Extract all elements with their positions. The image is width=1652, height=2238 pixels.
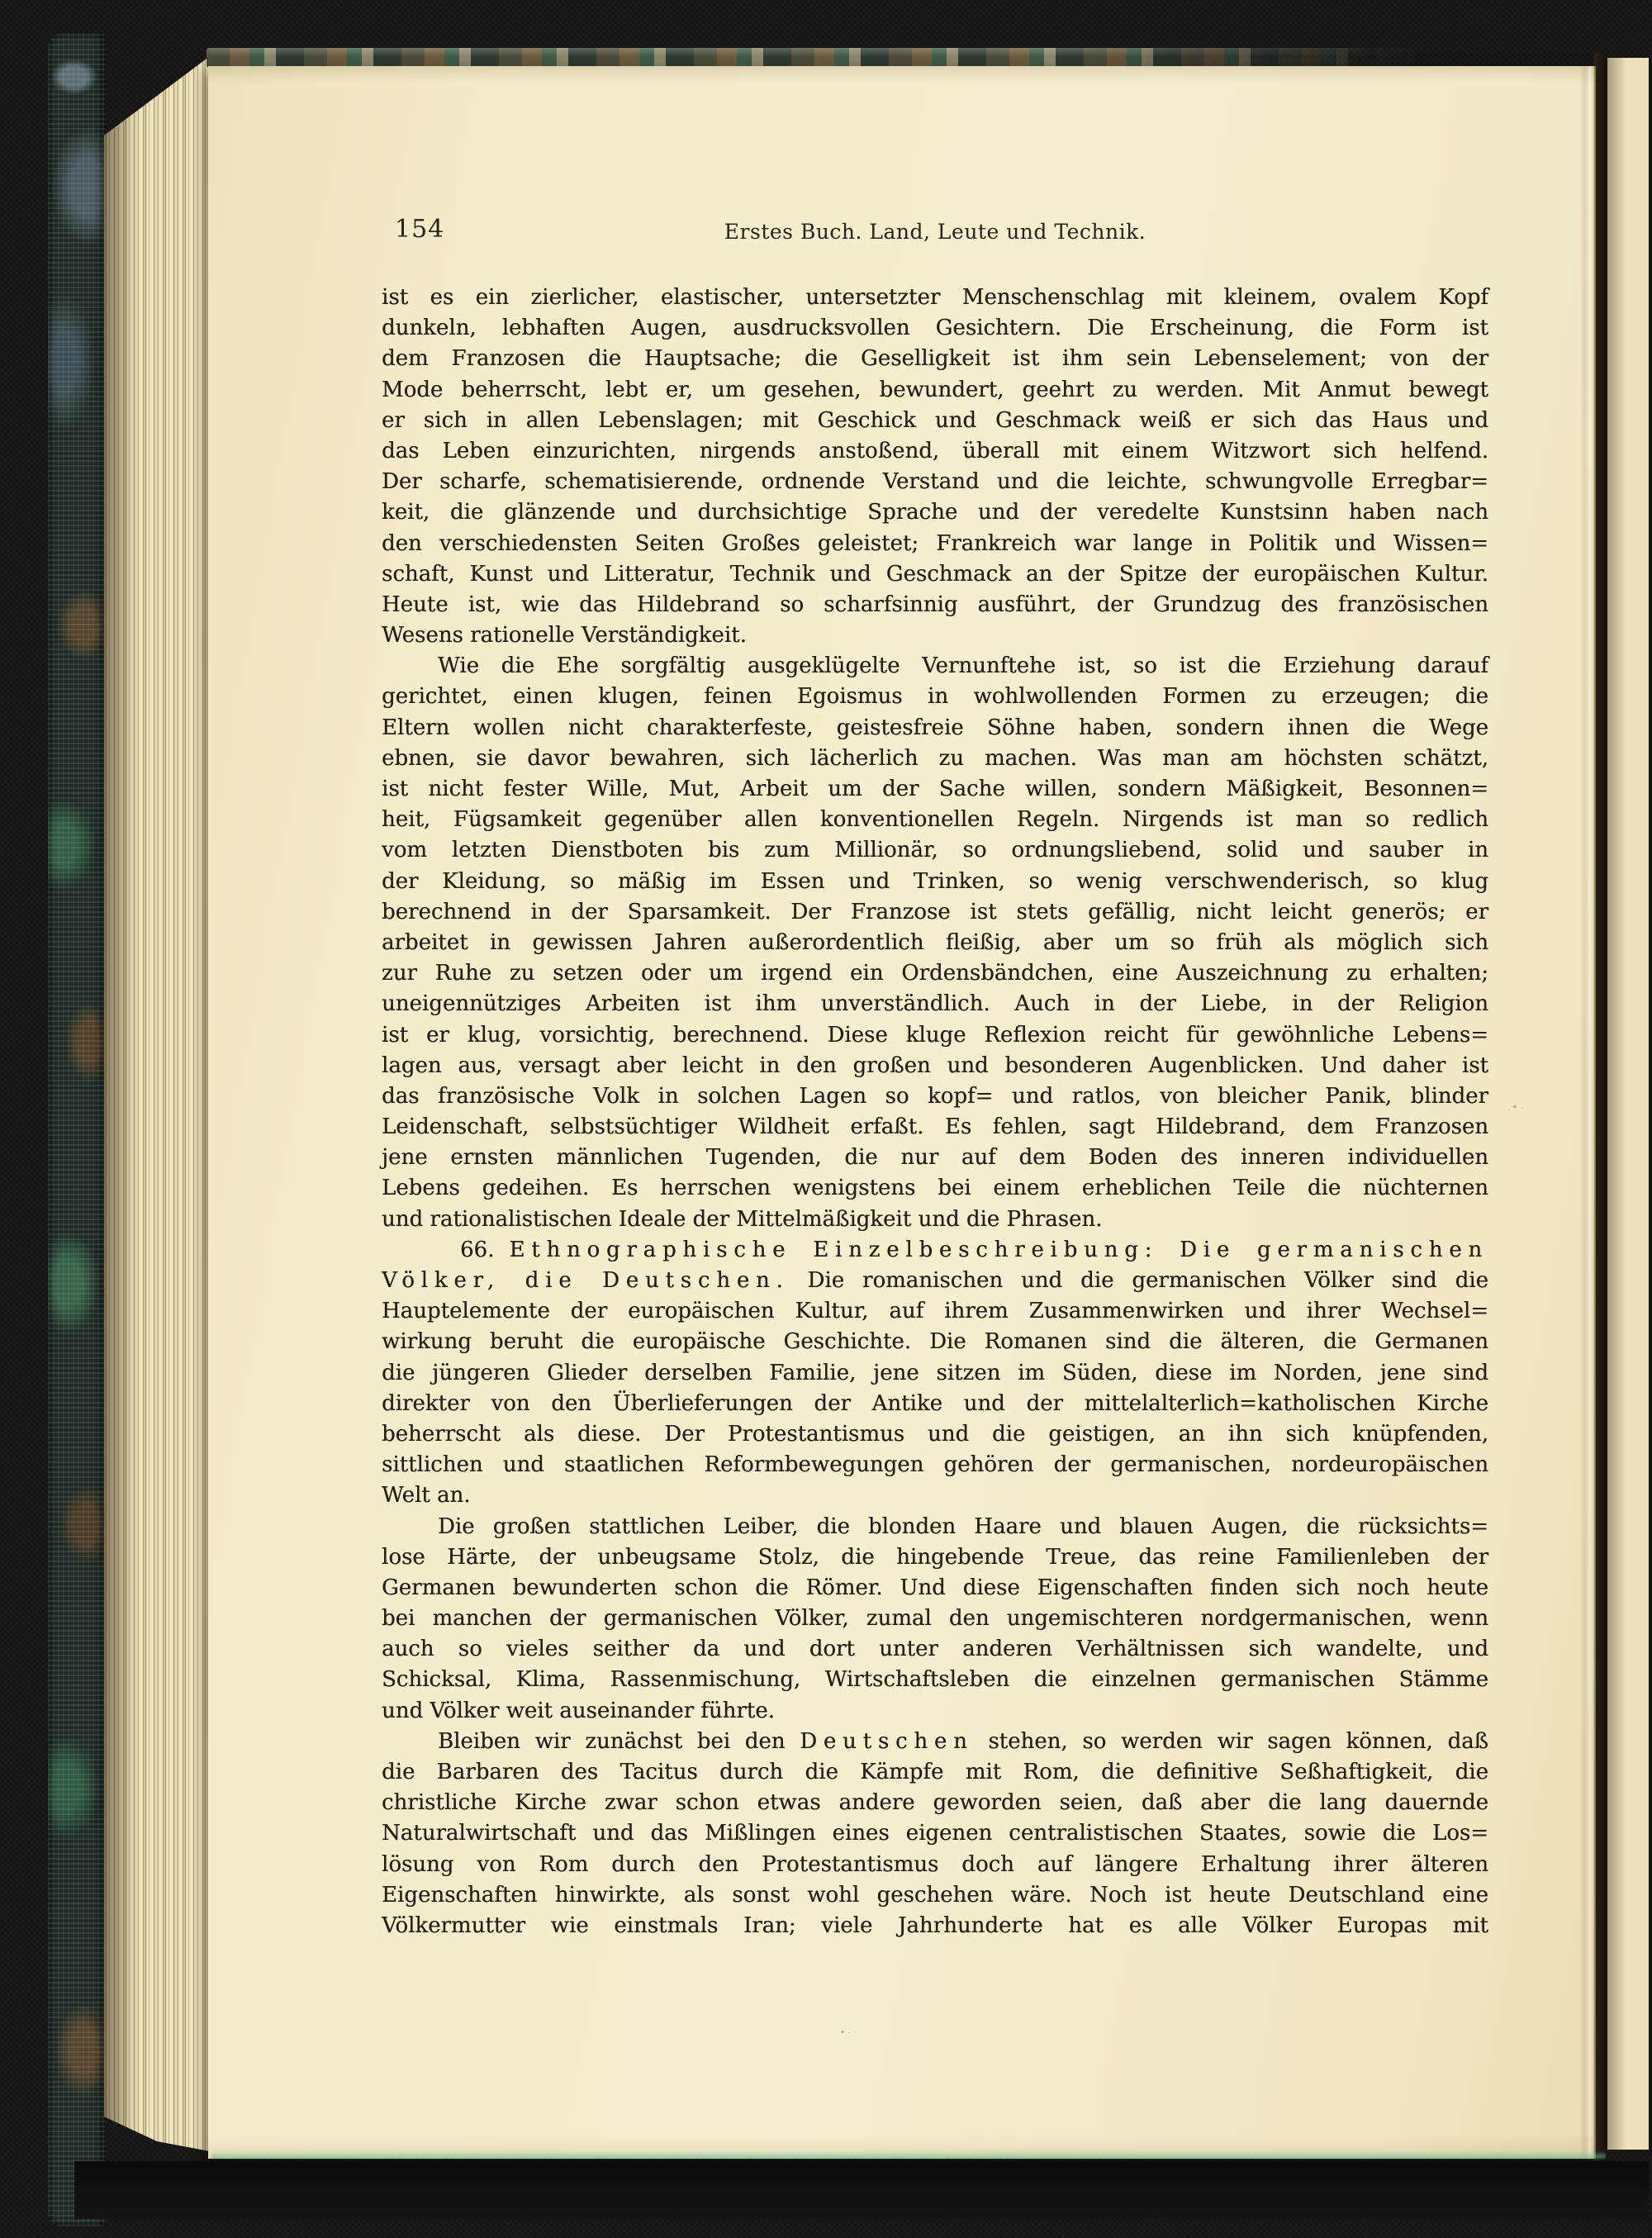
scan-edge-tint	[211, 2151, 1606, 2159]
text-line: sittlichen und staatlichen Reformbewegungen gehören der germanischen, nordeuropäischen	[382, 1452, 1488, 1478]
text-line: beherrscht als diese. Der Protestantismus und die geistigen, an ihn sich knüpfenden,	[382, 1421, 1488, 1447]
text-line: dunkeln, lebhaften Augen, ausdrucksvollen Gesichtern. Die Erscheinung, die Form ist	[382, 316, 1488, 341]
text-line: jene ernsten männlichen Tugenden, die nur auf dem Boden des inneren individuellen	[382, 1145, 1488, 1171]
gutter-shadow	[1594, 53, 1607, 2161]
scan-speck	[841, 2031, 844, 2033]
text-line: Eltern wollen nicht charakterfeste, geistesfreie Söhne haben, sondern ihnen die Wege	[382, 715, 1488, 740]
text-line: lösung von Rom durch den Protestantismus doch auf längere Erhaltung ihrer älteren	[382, 1851, 1488, 1877]
text-segment: stehen, so werden wir sagen können, daß	[973, 1728, 1488, 1754]
text-line: Lebens gedeihen. Es herrschen wenigstens bei einem erheblichen Teile die nüchternen	[382, 1176, 1488, 1201]
text-line: uneigennütziges Arbeiten ist ihm unverständlich. Auch in der Liebe, in der Religion	[382, 991, 1488, 1017]
text-block	[382, 283, 1488, 1941]
text-line	[382, 1235, 1488, 1266]
text-line: christliche Kirche zwar schon etwas andere geworden seien, daß aber die lang dauernde	[382, 1790, 1488, 1816]
text-line: Der scharfe, schematisierende, ordnende Verstand und die leichte, schwungvolle Erregbar=	[382, 469, 1488, 495]
text-line: heit, Fügsamkeit gegenüber allen konventionellen Regeln. Nirgends ist man so redlich	[382, 807, 1488, 833]
text-line: die Barbaren des Tacitus durch die Kämpfe mit Rom, die definitive Seßhaftigkeit, die	[382, 1760, 1488, 1784]
text-segment: 66.	[460, 1237, 510, 1262]
text-line: auch so vieles seither da und dort unter anderen Verhältnissen sich wandelte, und	[382, 1637, 1488, 1662]
text-line	[382, 1727, 1488, 1757]
book-spine	[48, 33, 106, 2226]
text-line: er sich in allen Lebenslagen; mit Geschick und Geschmack weiß er sich das Haus und	[382, 407, 1488, 433]
facing-page-edge	[1607, 58, 1652, 2150]
letterspaced-text: Deutschen	[800, 1728, 974, 1754]
page-number: 154	[395, 215, 445, 244]
text-line: lose Härte, der unbeugsame Stolz, die hingebende Treue, das reine Familienleben der	[382, 1544, 1488, 1570]
text-segment: Bleiben wir zunächst bei den	[438, 1728, 800, 1754]
text-line: der Kleidung, so mäßig im Essen und Trinken, so wenig verschwenderisch, so klug	[382, 868, 1488, 894]
cover-board-bottom	[74, 2161, 1649, 2219]
text-line: Wesens rationelle Verständigkeit.	[382, 623, 747, 649]
text-line: Welt an.	[382, 1483, 471, 1509]
text-line: Leidenschaft, selbstsüchtiger Wildheit erfaßt. Es fehlen, sagt Hildebrand, dem Franzosen	[382, 1114, 1488, 1140]
text-line: ist er klug, vorsichtig, berechnend. Diese kluge Reflexion reicht für gewöhnliche Lebens=	[382, 1022, 1488, 1048]
letterspaced-text: Ethnographische Einzelbeschreibung: Die germanischen	[509, 1237, 1488, 1262]
text-line: ebnen, sie davor bewahren, sich lächerlich zu machen. Was man am höchsten schätzt,	[382, 745, 1488, 771]
book-page	[208, 66, 1596, 2159]
text-line: Heute ist, wie das Hildebrand so scharfsinnig ausführt, der Grundzug des französischen	[382, 592, 1488, 617]
scan-speck	[1513, 1105, 1517, 1108]
text-line: berechnend in der Sparsamkeit. Der Franzose ist stets gefällig, nicht leicht generös; er	[382, 899, 1488, 924]
text-line: Völkermutter wie einstmals Iran; viele Jahrhunderte hat es alle Völker Europas mit	[382, 1913, 1488, 1938]
text-line: schaft, Kunst und Litteratur, Technik und Geschmack an der Spitze der europäischen Kultur.	[382, 561, 1488, 587]
text-line: arbeitet in gewissen Jahren außerordentlich fleißig, aber um so früh als möglich sich	[382, 929, 1488, 955]
text-line: das französische Volk in solchen Lagen so kopf= und ratlos, von bleicher Panik, blinder	[382, 1083, 1488, 1109]
text-line: keit, die glänzende und durchsichtige Sprache und der veredelte Kunstsinn haben nach	[382, 500, 1488, 525]
text-line: ist nicht fester Wille, Mut, Arbeit um der Sache willen, sondern Mäßigkeit, Besonnen=	[382, 777, 1488, 801]
text-line: Naturalwirtschaft und das Mißlingen eines eigenen centralistischen Staates, sowie die Los=	[382, 1821, 1488, 1846]
text-line: Eigenschaften hinwirkte, als sonst wohl geschehen wäre. Noch ist heute Deutschland eine	[382, 1882, 1488, 1908]
letterspaced-text: Völker, die Deutschen.	[382, 1268, 790, 1293]
text-line: Germanen bewunderten schon die Römer. Und diese Eigenschaften finden sich noch heute	[382, 1575, 1488, 1600]
text-line: Schicksal, Klima, Rassenmischung, Wirtschaftsleben die einzelnen germanischen Stämme	[382, 1667, 1488, 1693]
text-line: vom letzten Dienstboten bis zum Millionär, so ordnungsliebend, solid und sauber in	[382, 838, 1488, 863]
page-edges-stack	[104, 43, 210, 2155]
text-line: das Leben einzurichten, nirgends anstoßend, überall mit einem Witzwort sich helfend.	[382, 438, 1488, 463]
text-line: bei manchen der germanischen Völker, zumal den ungemischteren nordgermanischen, wenn	[382, 1606, 1488, 1632]
book-block-top-edge	[206, 48, 1421, 68]
text-line: und rationalistischen Ideale der Mittelmäßigkeit und die Phrasen.	[382, 1206, 1103, 1232]
text-line: ist es ein zierlicher, elastischer, untersetzter Menschenschlag mit kleinem, ovalem Kopf	[382, 285, 1488, 310]
running-header: Erstes Buch. Land, Leute und Technik.	[724, 220, 1146, 244]
text-line: direkter von den Überlieferungen der Antike und der mittelalterlich=katholischen Kirche	[382, 1390, 1488, 1416]
text-line: die jüngeren Glieder derselben Familie, jene sitzen im Süden, diese im Norden, jene sind	[382, 1360, 1488, 1385]
gutter-crease	[1579, 66, 1596, 2159]
text-line: und Völker weit auseinander führte.	[382, 1698, 775, 1723]
text-line: Wie die Ehe sorgfältig ausgeklügelte Vernunftehe ist, so ist die Erziehung darauf	[438, 653, 1488, 679]
text-line: wirkung beruht die europäische Geschichte. Die Romanen sind die älteren, die Germanen	[382, 1329, 1488, 1355]
text-line: Die großen stattlichen Leiber, die blonden Haare und blauen Augen, die rücksichts=	[438, 1513, 1488, 1539]
text-line: dem Franzosen die Hauptsache; die Geselligkeit ist ihm sein Lebenselement; von der	[382, 346, 1488, 372]
text-line: zur Ruhe zu setzen oder um irgend ein Ordensbändchen, eine Auszeichnung zu erhalten;	[382, 961, 1488, 986]
text-line: den verschiedensten Seiten Großes geleistet; Frankreich war lange in Politik und Wissen=	[382, 530, 1488, 556]
text-line: Hauptelemente der europäischen Kultur, auf ihrem Zusammenwirken und ihrer Wechsel=	[382, 1299, 1488, 1324]
text-line: lagen aus, versagt aber leicht in den großen und besonderen Augenblicken. Und daher ist	[382, 1052, 1488, 1078]
text-segment: Die romanischen und die germanischen Völker sind die	[789, 1268, 1488, 1293]
text-line: Mode beherrscht, lebt er, um gesehen, bewundert, geehrt zu werden. Mit Anmut bewegt	[382, 377, 1488, 402]
text-line: gerichtet, einen klugen, feinen Egoismus in wohlwollenden Formen zu erzeugen; die	[382, 684, 1488, 710]
text-line	[382, 1266, 1488, 1296]
